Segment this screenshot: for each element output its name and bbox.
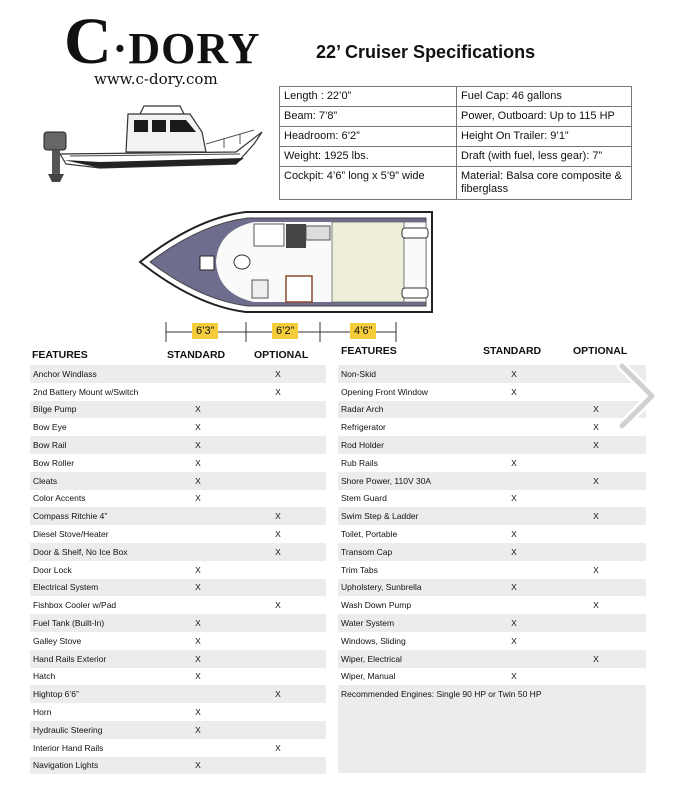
feature-optional-mark [546,454,646,472]
right-optional-header: OPTIONAL [573,345,628,357]
feature-row [30,472,326,490]
feature-row [30,507,326,525]
feature-standard-mark: X [166,454,230,472]
feature-standard-mark [482,507,546,525]
feature-row [30,757,326,775]
feature-standard-mark: X [482,525,546,543]
feature-row [338,614,646,632]
feature-optional-mark: X [546,596,646,614]
feature-optional-mark: X [546,507,646,525]
feature-name: Color Accents [30,490,166,508]
feature-optional-mark: X [230,739,326,757]
spec-cell: Headroom: 6’2” [280,127,457,147]
feature-row [30,703,326,721]
feature-optional-mark: X [546,418,646,436]
right-features-header: FEATURES [341,345,397,357]
recommended-engines: Recommended Engines: Single 90 HP or Twin 50 HP [338,685,646,703]
feature-optional-mark [230,757,326,775]
dimension-label: 6’2” [272,323,298,339]
feature-optional-mark [230,721,326,739]
left-features-table [30,365,326,774]
feature-standard-mark [166,596,230,614]
feature-name: Diesel Stove/Heater [30,525,166,543]
feature-row [338,436,646,454]
spec-cell: Fuel Cap: 46 gallons [457,87,632,107]
feature-row [30,579,326,597]
dimension-label: 4’6” [350,323,376,339]
spec-cell: Draft (with fuel, less gear): 7” [457,147,632,167]
spec-cell: Weight: 1925 lbs. [280,147,457,167]
spec-cell: Power, Outboard: Up to 115 HP [457,107,632,127]
feature-name: Refrigerator [338,418,482,436]
feature-row [338,418,646,436]
feature-optional-mark [546,525,646,543]
dimension-label: 6’3” [192,323,218,339]
feature-standard-mark: X [166,561,230,579]
feature-standard-mark: X [166,490,230,508]
feature-standard-mark: X [166,721,230,739]
feature-name: Radar Arch [338,401,482,419]
feature-optional-mark [546,543,646,561]
feature-standard-mark: X [482,490,546,508]
spec-cell: Length : 22’0” [280,87,457,107]
page-title: 22’ Cruiser Specifications [316,42,536,62]
cabin-dimensions [160,318,410,346]
feature-optional-mark: X [546,561,646,579]
feature-row [30,383,326,401]
feature-row [338,632,646,650]
feature-name: Interior Hand Rails [30,739,166,757]
feature-row [338,668,646,686]
feature-optional-mark: X [546,401,646,419]
feature-row [30,650,326,668]
feature-row [30,525,326,543]
feature-optional-mark [230,472,326,490]
spec-row [280,87,632,107]
feature-standard-mark: X [166,418,230,436]
feature-name: Hightop 6’6” [30,685,166,703]
feature-standard-mark: X [166,703,230,721]
logo-url[interactable]: www.c-dory.com [94,70,218,88]
feature-optional-mark [230,490,326,508]
feature-name: Stem Guard [338,490,482,508]
feature-standard-mark [166,543,230,561]
feature-optional-mark: X [230,525,326,543]
feature-name: 2nd Battery Mount w/Switch [30,383,166,401]
feature-row [338,454,646,472]
feature-row [338,543,646,561]
feature-optional-mark: X [546,472,646,490]
feature-name: Wiper, Manual [338,668,482,686]
feature-row [338,472,646,490]
feature-standard-mark: X [482,454,546,472]
feature-row [338,650,646,668]
feature-standard-mark [482,650,546,668]
feature-name: Toilet, Portable [338,525,482,543]
feature-standard-mark [166,507,230,525]
feature-name: Swim Step & Ladder [338,507,482,525]
feature-standard-mark: X [166,614,230,632]
feature-row [30,739,326,757]
spec-cell: Beam: 7’8” [280,107,457,127]
feature-standard-mark: X [166,650,230,668]
feature-standard-mark [166,383,230,401]
feature-standard-mark: X [482,614,546,632]
spec-row [280,127,632,147]
feature-name: Rub Rails [338,454,482,472]
feature-optional-mark [230,614,326,632]
feature-row [338,579,646,597]
feature-standard-mark: X [166,472,230,490]
feature-standard-mark [166,525,230,543]
left-optional-header: OPTIONAL [254,349,309,361]
feature-optional-mark: X [230,383,326,401]
brand-logo [64,5,261,90]
feature-standard-mark [482,472,546,490]
feature-optional-mark: X [546,436,646,454]
spec-row [280,107,632,127]
feature-optional-mark: X [230,543,326,561]
feature-row [30,721,326,739]
feature-row [30,561,326,579]
feature-row [338,507,646,525]
feature-standard-mark: X [482,579,546,597]
feature-standard-mark [482,596,546,614]
table-filler [338,701,646,773]
feature-optional-mark [230,579,326,597]
spec-cell: Cockpit: 4’6” long x 5’9” wide [280,167,457,200]
feature-standard-mark [166,365,230,383]
feature-name: Bow Roller [30,454,166,472]
feature-name: Water System [338,614,482,632]
feature-name: Cleats [30,472,166,490]
feature-name: Electrical System [30,579,166,597]
feature-row [30,632,326,650]
feature-optional-mark [546,668,646,686]
feature-optional-mark [546,579,646,597]
feature-standard-mark [482,561,546,579]
feature-standard-mark: X [482,365,546,383]
feature-name: Windows, Sliding [338,632,482,650]
logo-wordmark: C·DORY [64,5,261,78]
feature-row [30,685,326,703]
feature-standard-mark [166,739,230,757]
feature-row [30,614,326,632]
feature-name: Bilge Pump [30,401,166,419]
feature-optional-mark [230,436,326,454]
feature-name: Anchor Windlass [30,365,166,383]
spec-cell: Height On Trailer: 9’1” [457,127,632,147]
feature-row [30,418,326,436]
feature-name: Hand Rails Exterior [30,650,166,668]
feature-standard-mark: X [166,401,230,419]
spec-row [280,147,632,167]
feature-row [30,454,326,472]
feature-optional-mark [230,454,326,472]
feature-row [338,596,646,614]
feature-optional-mark: X [230,685,326,703]
feature-name: Compass Ritchie 4” [30,507,166,525]
feature-row [30,365,326,383]
feature-name: Hatch [30,668,166,686]
feature-optional-mark [230,668,326,686]
feature-optional-mark: X [230,365,326,383]
feature-name: Trim Tabs [338,561,482,579]
feature-row [30,490,326,508]
feature-standard-mark [482,436,546,454]
feature-standard-mark: X [166,757,230,775]
right-standard-header: STANDARD [483,345,542,357]
feature-optional-mark [546,614,646,632]
feature-name: Horn [30,703,166,721]
feature-standard-mark: X [166,579,230,597]
feature-row [338,401,646,419]
feature-name: Non-Skid [338,365,482,383]
feature-row [338,561,646,579]
spec-cell: Material: Balsa core composite & fiberglass [457,167,632,200]
feature-standard-mark: X [166,436,230,454]
feature-name: Galley Stove [30,632,166,650]
feature-standard-mark: X [482,543,546,561]
feature-name: Upholstery, Sunbrella [338,579,482,597]
feature-name: Rod Holder [338,436,482,454]
feature-standard-mark: X [166,668,230,686]
feature-row [30,436,326,454]
feature-name: Transom Cap [338,543,482,561]
feature-row [30,596,326,614]
feature-row [338,365,646,383]
feature-optional-mark [230,561,326,579]
feature-standard-mark: X [482,383,546,401]
left-standard-header: STANDARD [167,349,226,361]
spec-row [280,167,632,200]
feature-optional-mark [230,703,326,721]
left-features-header: FEATURES [32,349,88,361]
feature-standard-mark [166,685,230,703]
feature-optional-mark: X [546,650,646,668]
feature-name: Wash Down Pump [338,596,482,614]
feature-optional-mark [230,418,326,436]
feature-name: Fuel Tank (Built-In) [30,614,166,632]
feature-standard-mark: X [482,632,546,650]
feature-optional-mark [230,650,326,668]
feature-optional-mark [546,490,646,508]
feature-optional-mark [546,632,646,650]
feature-name: Shore Power, 110V 30A [338,472,482,490]
feature-standard-mark: X [166,632,230,650]
feature-name: Fishbox Cooler w/Pad [30,596,166,614]
specifications-table [279,86,632,200]
feature-name: Hydraulic Steering [30,721,166,739]
feature-standard-mark [482,401,546,419]
feature-row [30,401,326,419]
boat-side-view-illustration [40,102,266,188]
feature-optional-mark [230,632,326,650]
feature-name: Wiper, Electrical [338,650,482,668]
right-features-table [338,365,646,703]
feature-row [30,668,326,686]
feature-row [338,525,646,543]
feature-optional-mark [230,401,326,419]
feature-optional-mark: X [230,596,326,614]
feature-standard-mark: X [482,668,546,686]
boat-plan-view-illustration [136,204,436,320]
feature-name: Door & Shelf, No Ice Box [30,543,166,561]
feature-row [338,490,646,508]
feature-name: Bow Rail [30,436,166,454]
feature-standard-mark [482,418,546,436]
chevron-right-icon[interactable] [612,360,660,432]
feature-row [338,383,646,401]
feature-optional-mark: X [230,507,326,525]
feature-row [30,543,326,561]
feature-name: Opening Front Window [338,383,482,401]
feature-name: Bow Eye [30,418,166,436]
feature-name: Navigation Lights [30,757,166,775]
feature-name: Door Lock [30,561,166,579]
